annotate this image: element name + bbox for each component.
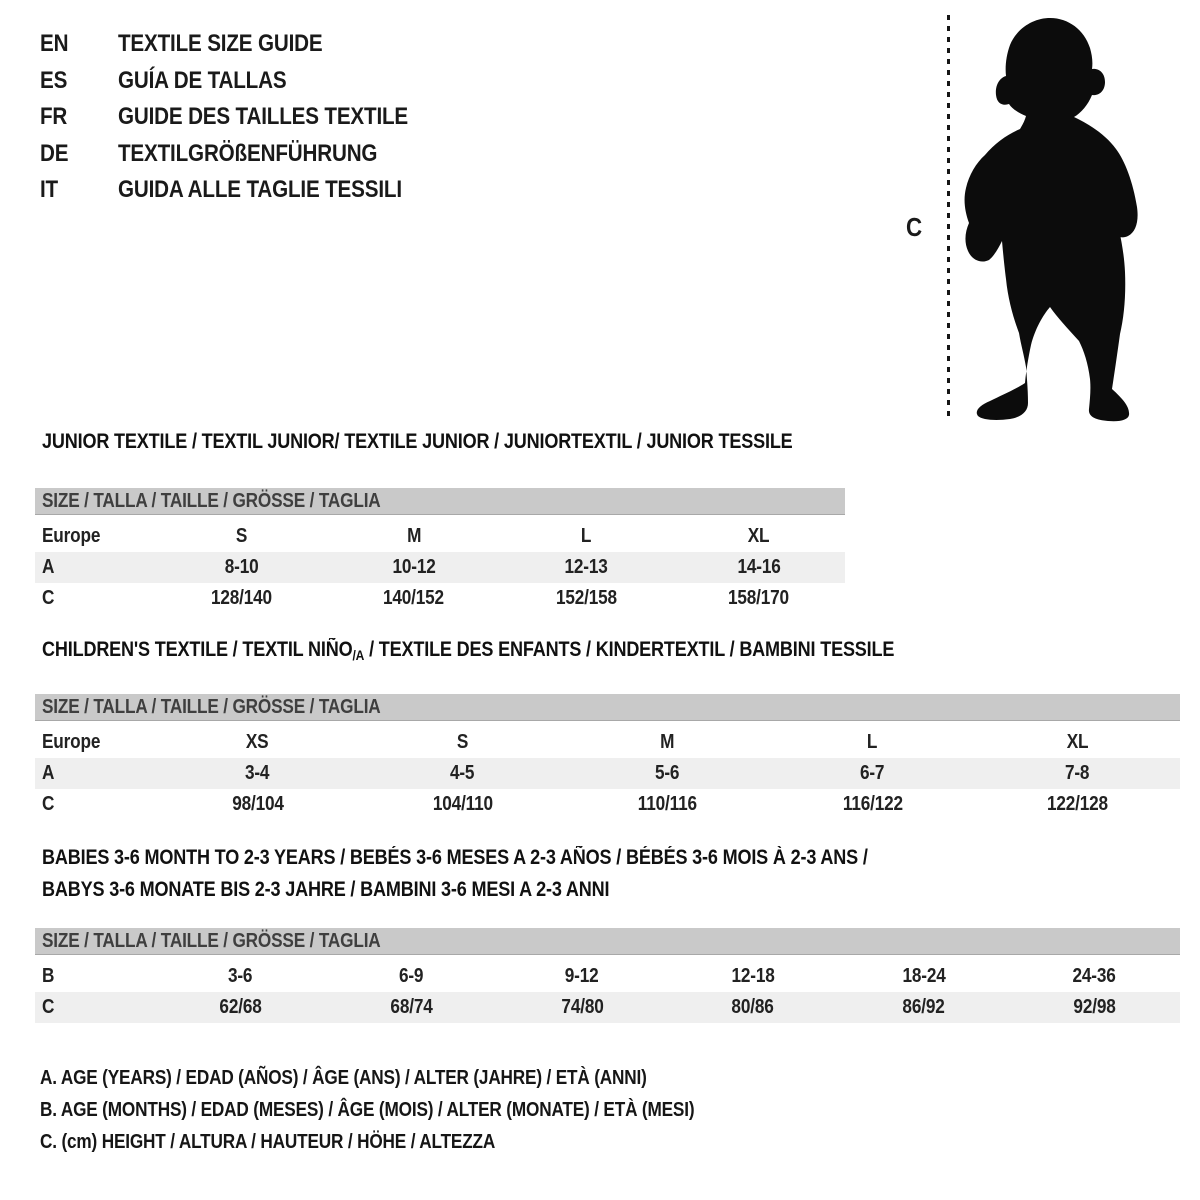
language-code: IT — [40, 176, 59, 203]
junior-size-table — [35, 521, 845, 614]
size-cell: L — [581, 525, 592, 547]
babies-section-title-line2 — [35, 874, 1180, 906]
language-title: GUÍA DE TALLAS — [118, 66, 287, 94]
language-row-it — [40, 172, 455, 209]
age-cell: 3-4 — [245, 762, 270, 784]
table-row-age-years — [35, 552, 845, 583]
height-cell: 92/98 — [1073, 996, 1116, 1018]
legend-line-a: A. AGE (YEARS) / EDAD (AÑOS) / ÂGE (ANS) / ALTER (JAHRE) / ETÀ (ANNI) — [40, 1067, 647, 1089]
legend-line-b: B. AGE (MONTHS) / EDAD (MESES) / ÂGE (MOIS) / ALTER (MONATE) / ETÀ (MESI) — [40, 1099, 695, 1121]
height-cell: 152/158 — [555, 587, 617, 609]
table-row-europe — [35, 521, 845, 552]
language-row-fr — [40, 99, 455, 136]
size-cell: S — [456, 731, 469, 753]
age-cell: 8-10 — [224, 556, 259, 578]
title-subscript: /A — [352, 647, 365, 663]
height-cell: 68/74 — [390, 996, 433, 1018]
title-text: JUNIOR TEXTILE / TEXTIL JUNIOR/ TEXTILE JUNIOR / JUNIORTEXTIL / JUNIOR TESSILE — [42, 430, 793, 453]
language-row-en — [40, 26, 455, 63]
row-label: B — [42, 965, 55, 987]
table-row-height-cm — [35, 992, 1180, 1023]
height-cell: 140/152 — [383, 587, 445, 609]
language-row-es — [40, 63, 455, 100]
size-header-label: SIZE / TALLA / TAILLE / GRÖSSE / TAGLIA — [42, 929, 381, 952]
junior-section-title — [35, 430, 845, 459]
size-cell: M — [406, 525, 421, 547]
height-cell: 110/116 — [637, 793, 698, 815]
childrens-section-title — [35, 638, 1180, 667]
row-label: C — [42, 587, 55, 609]
size-header-bar — [35, 488, 845, 515]
age-cell: 3-6 — [228, 965, 253, 987]
language-row-de — [40, 136, 455, 173]
table-row-age-months — [35, 961, 1180, 992]
row-label: Europe — [42, 525, 101, 547]
size-cell: S — [235, 525, 247, 547]
age-cell: 10-12 — [392, 556, 436, 578]
language-code: EN — [40, 30, 69, 57]
size-cell: XL — [1066, 731, 1089, 753]
title-text: CHILDREN'S TEXTILE / TEXTIL NIÑO — [42, 638, 353, 661]
row-label: Europe — [42, 731, 101, 753]
age-cell: 9-12 — [565, 965, 599, 987]
height-cell: 104/110 — [432, 793, 493, 815]
babies-textile-section — [35, 842, 1180, 1023]
row-label: A — [42, 556, 55, 578]
language-code: ES — [40, 66, 68, 94]
size-header-label: SIZE / TALLA / TAILLE / GRÖSSE / TAGLIA — [42, 695, 381, 718]
childrens-size-table — [35, 727, 1180, 820]
size-cell: M — [660, 731, 675, 753]
language-title: GUIDE DES TAILLES TEXTILE — [118, 103, 409, 130]
height-cell: 116/122 — [842, 793, 903, 815]
table-row-europe — [35, 727, 1180, 758]
language-title: TEXTILGRÖßENFÜHRUNG — [118, 139, 378, 167]
age-cell: 12-18 — [731, 965, 775, 987]
age-cell: 24-36 — [1072, 965, 1117, 987]
toddler-silhouette-image — [953, 12, 1148, 422]
age-cell: 18-24 — [902, 965, 946, 987]
age-cell: 14-16 — [737, 556, 781, 578]
babies-section-title-line1 — [35, 842, 1180, 874]
row-label: C — [42, 996, 55, 1018]
size-header-bar — [35, 928, 1180, 955]
title-text: / TEXTILE DES ENFANTS / KINDERTEXTIL / BAMBINI TESSILE — [364, 638, 895, 661]
language-title-list — [40, 26, 455, 209]
height-measure-label: C — [906, 212, 922, 242]
height-measure-dashed-line — [947, 15, 950, 417]
height-cell: 128/140 — [210, 587, 272, 609]
height-cell: 98/104 — [231, 793, 284, 815]
size-cell: XS — [246, 731, 269, 753]
height-cell: 86/92 — [902, 996, 945, 1018]
junior-textile-section — [35, 430, 845, 614]
size-header-label: SIZE / TALLA / TAILLE / GRÖSSE / TAGLIA — [42, 489, 381, 512]
age-cell: 6-9 — [399, 965, 424, 987]
language-code: FR — [40, 103, 68, 130]
size-cell: XL — [747, 525, 770, 547]
table-row-height-cm — [35, 789, 1180, 820]
age-cell: 4-5 — [450, 762, 475, 784]
language-title: TEXTILE SIZE GUIDE — [118, 30, 323, 57]
measurement-legend — [40, 1062, 801, 1158]
height-cell: 80/86 — [731, 996, 774, 1018]
age-cell: 5-6 — [655, 762, 680, 784]
height-cell: 74/80 — [560, 996, 604, 1018]
table-row-height-cm — [35, 583, 845, 614]
age-cell: 7-8 — [1065, 762, 1090, 784]
table-row-age-years — [35, 758, 1180, 789]
height-cell: 62/68 — [219, 996, 262, 1018]
babies-size-table — [35, 961, 1180, 1023]
age-cell: 12-13 — [564, 556, 608, 578]
height-cell: 158/170 — [728, 587, 790, 609]
row-label: C — [42, 793, 55, 815]
title-text: BABIES 3-6 MONTH TO 2-3 YEARS / BEBÉS 3-6 MESES A 2-3 AÑOS / BÉBÉS 3-6 MOIS À 2-3 ANS / — [42, 846, 868, 869]
size-header-bar — [35, 694, 1180, 721]
title-text: BABYS 3-6 MONATE BIS 2-3 JAHRE / BAMBINI 3-6 MESI A 2-3 ANNI — [42, 878, 610, 901]
row-label: A — [42, 762, 55, 784]
legend-line-c: C. (cm) HEIGHT / ALTURA / HAUTEUR / HÖHE / ALTEZZA — [40, 1131, 496, 1153]
age-cell: 6-7 — [860, 762, 885, 784]
language-title: GUIDA ALLE TAGLIE TESSILI — [118, 176, 402, 203]
height-cell: 122/128 — [1047, 793, 1108, 815]
size-cell: L — [867, 731, 878, 753]
language-code: DE — [40, 139, 69, 167]
childrens-textile-section — [35, 638, 1180, 820]
